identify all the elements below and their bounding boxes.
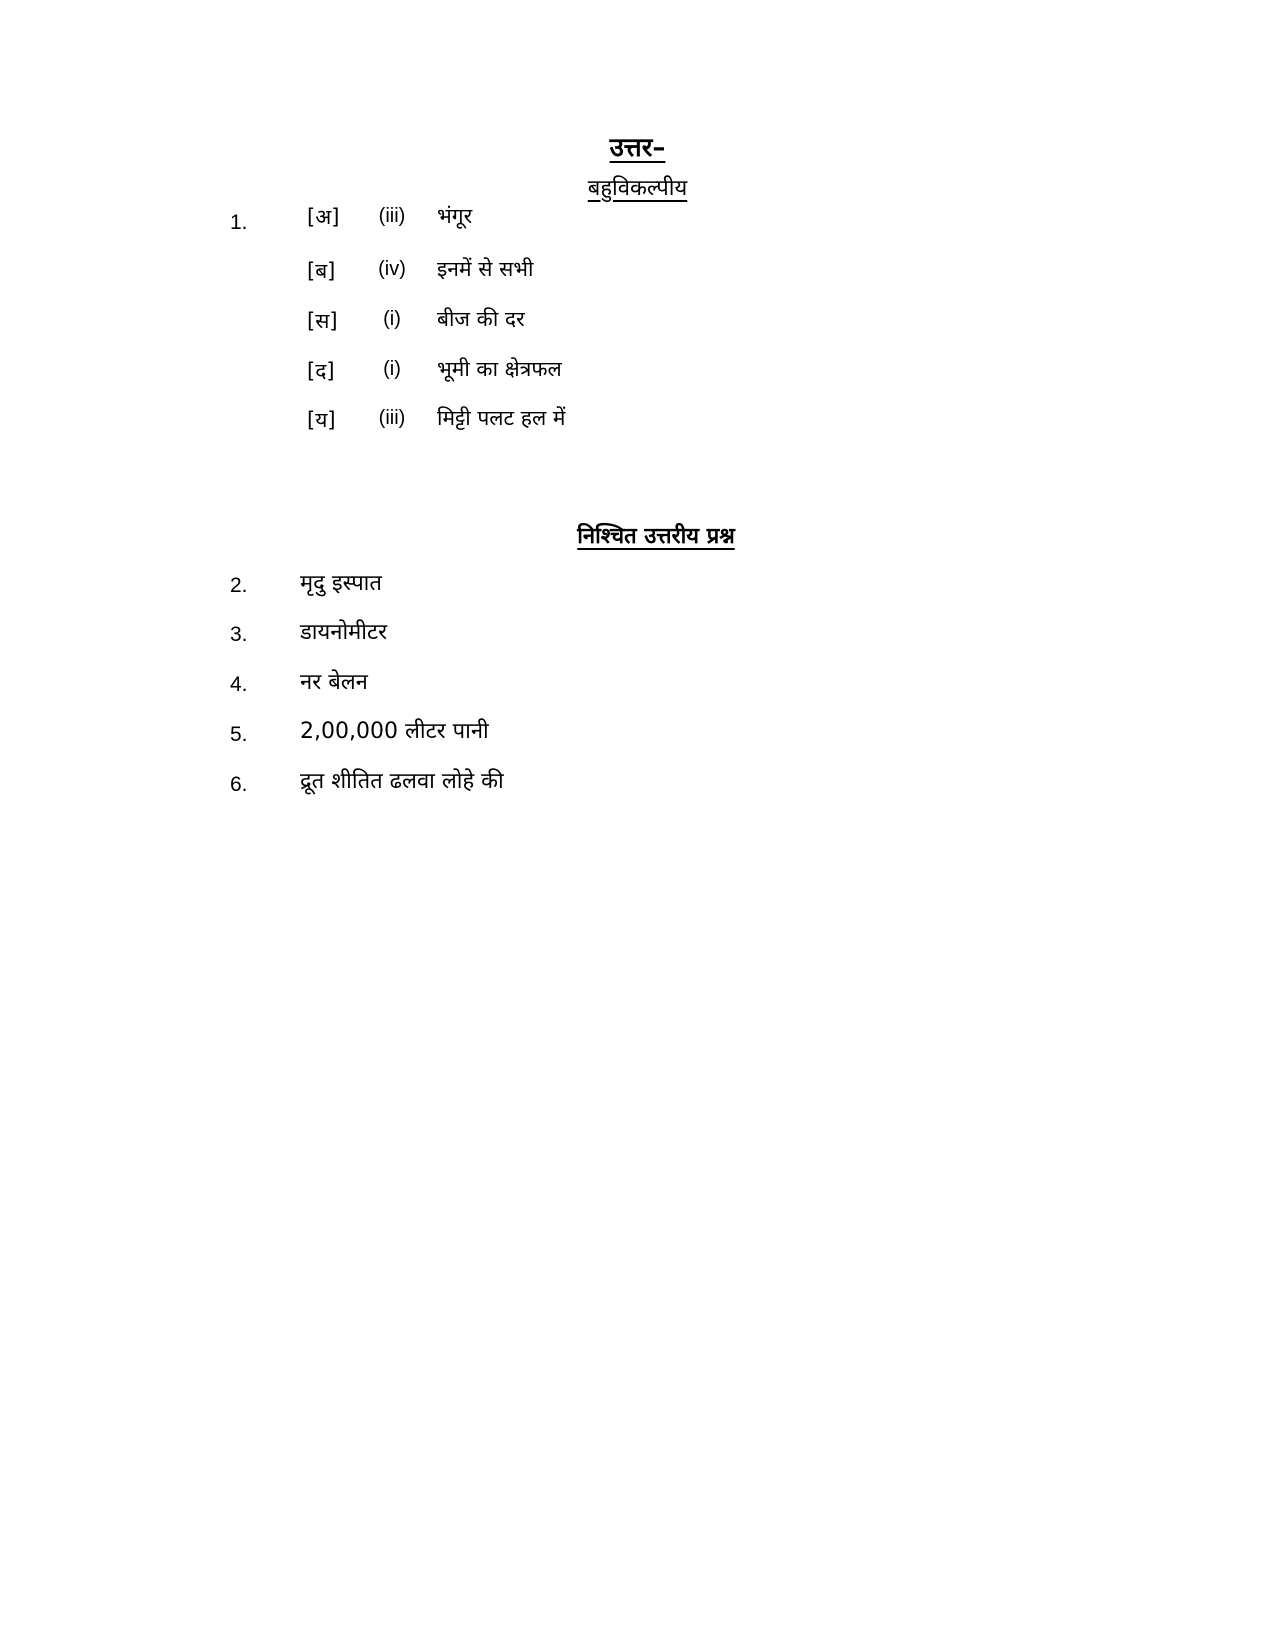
- mcq-item-answer: भंगूर: [437, 204, 473, 228]
- mcq-item-letter: [द]: [307, 359, 335, 383]
- short-answer-section-title: निश्चित उत्तरीय प्रश्न: [577, 524, 735, 549]
- short-answer-number: 2.: [230, 574, 248, 597]
- mcq-item-letter: [अ]: [307, 205, 340, 229]
- mcq-item-letter: [ब]: [307, 259, 336, 283]
- short-answer-text: डायनोमीटर: [300, 620, 388, 645]
- short-answer-text: 2,00,000 लीटर पानी: [300, 719, 489, 744]
- mcq-item-option: (iii): [378, 205, 406, 227]
- mcq-item-answer: बीज की दर: [437, 307, 525, 331]
- short-answer-number: 6.: [230, 773, 248, 796]
- mcq-item-letter: [स]: [307, 309, 338, 333]
- mcq-item-option: (i): [383, 308, 401, 330]
- short-answer-number: 5.: [230, 723, 248, 746]
- mcq-item-option: (iii): [378, 407, 406, 429]
- mcq-item-answer: मिट्टी पलट हल में: [437, 406, 566, 430]
- short-answer-text: नर बेलन: [300, 670, 368, 695]
- page-title: उत्तर–: [609, 133, 666, 163]
- short-answer-text: मृदु इस्पात: [300, 571, 382, 596]
- mcq-item-answer: भूमी का क्षेत्रफल: [437, 357, 562, 381]
- short-answer-text: द्रूत शीतित ढलवा लोहे की: [300, 769, 504, 794]
- mcq-item-option: (iv): [378, 258, 406, 280]
- short-answer-number: 3.: [230, 623, 248, 646]
- mcq-item-answer: इनमें से सभी: [437, 257, 534, 281]
- mcq-item-option: (i): [383, 358, 401, 380]
- mcq-question-number: 1.: [230, 211, 248, 234]
- mcq-item-letter: [य]: [307, 408, 336, 432]
- mcq-section-title: बहुविकल्पीय: [587, 176, 688, 201]
- short-answer-number: 4.: [230, 673, 248, 696]
